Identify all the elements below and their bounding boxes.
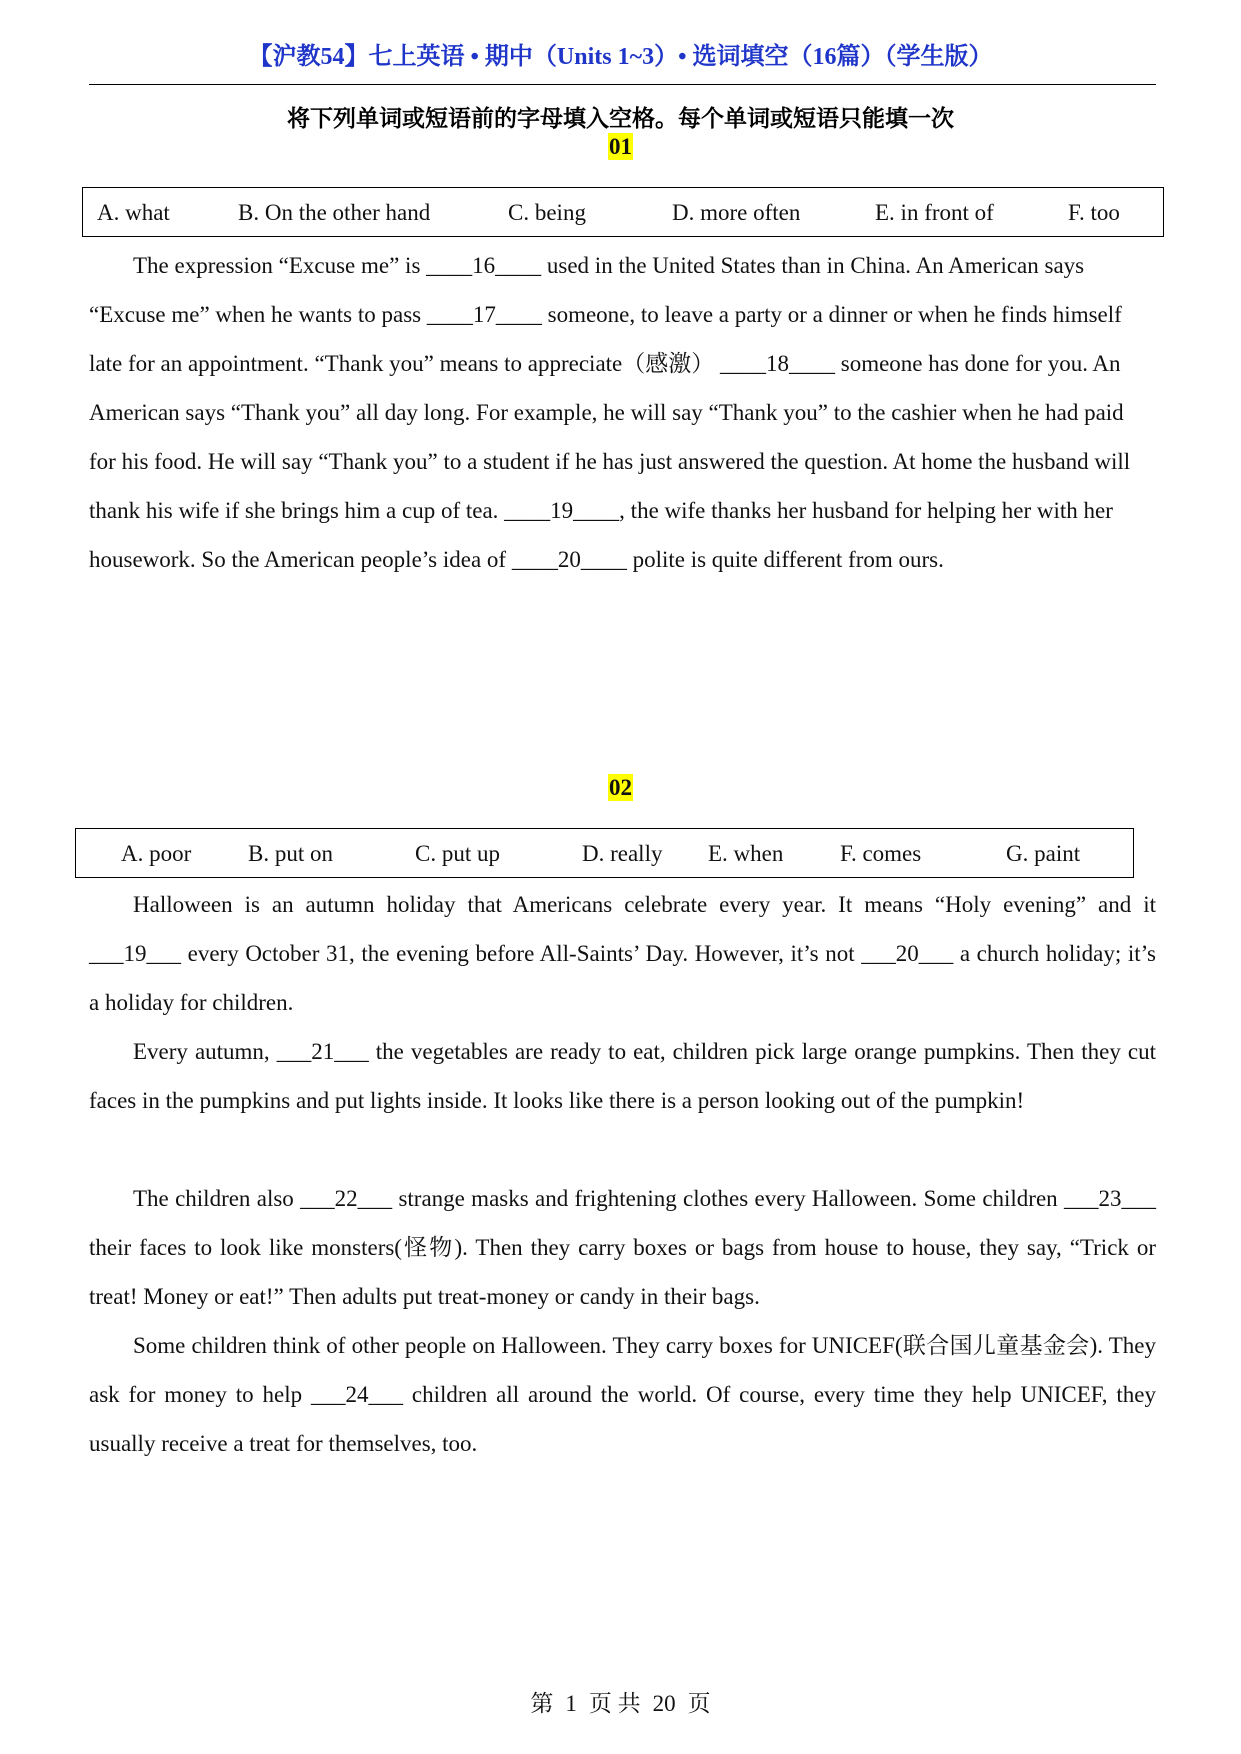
passage-paragraph: The children also ___22___ strange masks and frightening clothes every Halloween. Some children ___23___ their faces to look like monsters(怪物). Then they carry boxes or bags from house to house, they say, “Trick or treat! Money or eat!” Then adults put treat-money or candy in their bags. [89, 1186, 1156, 1309]
section-number-01: 01 [609, 134, 632, 159]
section-number-02: 02 [609, 775, 632, 800]
page-footer [0, 1685, 1241, 1718]
word-bank-box-02 [75, 828, 1134, 878]
option-item: F. comes [840, 841, 922, 866]
total-pages: 20 [652, 1691, 676, 1716]
footer-prefix: 第 [530, 1691, 554, 1716]
option-item: F. too [1068, 200, 1120, 225]
option-item: C. being [508, 200, 586, 225]
option-item: A. what [97, 200, 170, 225]
option-item: D. more often [672, 200, 801, 225]
header-divider [89, 84, 1156, 85]
passage-paragraph: Halloween is an autumn holiday that Americans celebrate every year. It means “Holy evening” and it ___19___ every October 31, the evening before All-Saints’ Day. However, it’s not ___20___ a church holiday; it’s a holiday for children. [89, 892, 1156, 1015]
current-page-number: 1 [565, 1691, 577, 1716]
option-item: G. paint [1006, 841, 1081, 866]
option-item: B. put on [248, 841, 333, 866]
passage-paragraph: Some children think of other people on Halloween. They carry boxes for UNICEF(联合国儿童基金会). They ask for money to help ___24___ children all around the world. Of course, every time they help UNICEF, they usually receive a treat for themselves, too. [89, 1333, 1156, 1456]
option-item: D. really [582, 841, 663, 866]
passage-paragraph: Every autumn, ___21___ the vegetables are ready to eat, children pick large orange pumpkins. Then they cut faces in the pumpkins and put lights inside. It looks like there is a person looking out of the pumpkin! [89, 1039, 1156, 1113]
option-item: A. poor [121, 841, 192, 866]
option-item: B. On the other hand [238, 200, 431, 225]
footer-suffix: 页 [687, 1691, 711, 1716]
word-bank-box-01 [82, 187, 1164, 237]
footer-middle: 页 共 [588, 1691, 641, 1716]
option-item: E. in front of [875, 200, 994, 225]
document-title: 【沪教54】七上英语 • 期中（Units 1~3）• 选词填空（16篇）（学生版） [248, 44, 993, 70]
option-item: C. put up [415, 841, 500, 866]
instruction-text: 将下列单词或短语前的字母填入空格。每个单词或短语只能填一次 [287, 106, 954, 131]
option-item: E. when [708, 841, 784, 866]
passage-paragraph: The expression “Excuse me” is ____16____ used in the United States than in China. An American says “Excuse me” when he wants to pass ____17____ someone, to leave a party or a dinner or when he finds himself late for an appointment. “Thank you” means to appreciate（感激） ____18____ someone has done for you. An American says “Thank you” all day long. For example, he will say “Thank you” to the cashier when he had paid for his food. He will say “Thank you” to a student if he has just answered the question. At home the husband will thank his wife if she brings him a cup of tea. ____19____, the wife thanks her husband for helping her with her housework. So the American people’s idea of ____20____ polite is quite different from ours. [89, 253, 1131, 572]
